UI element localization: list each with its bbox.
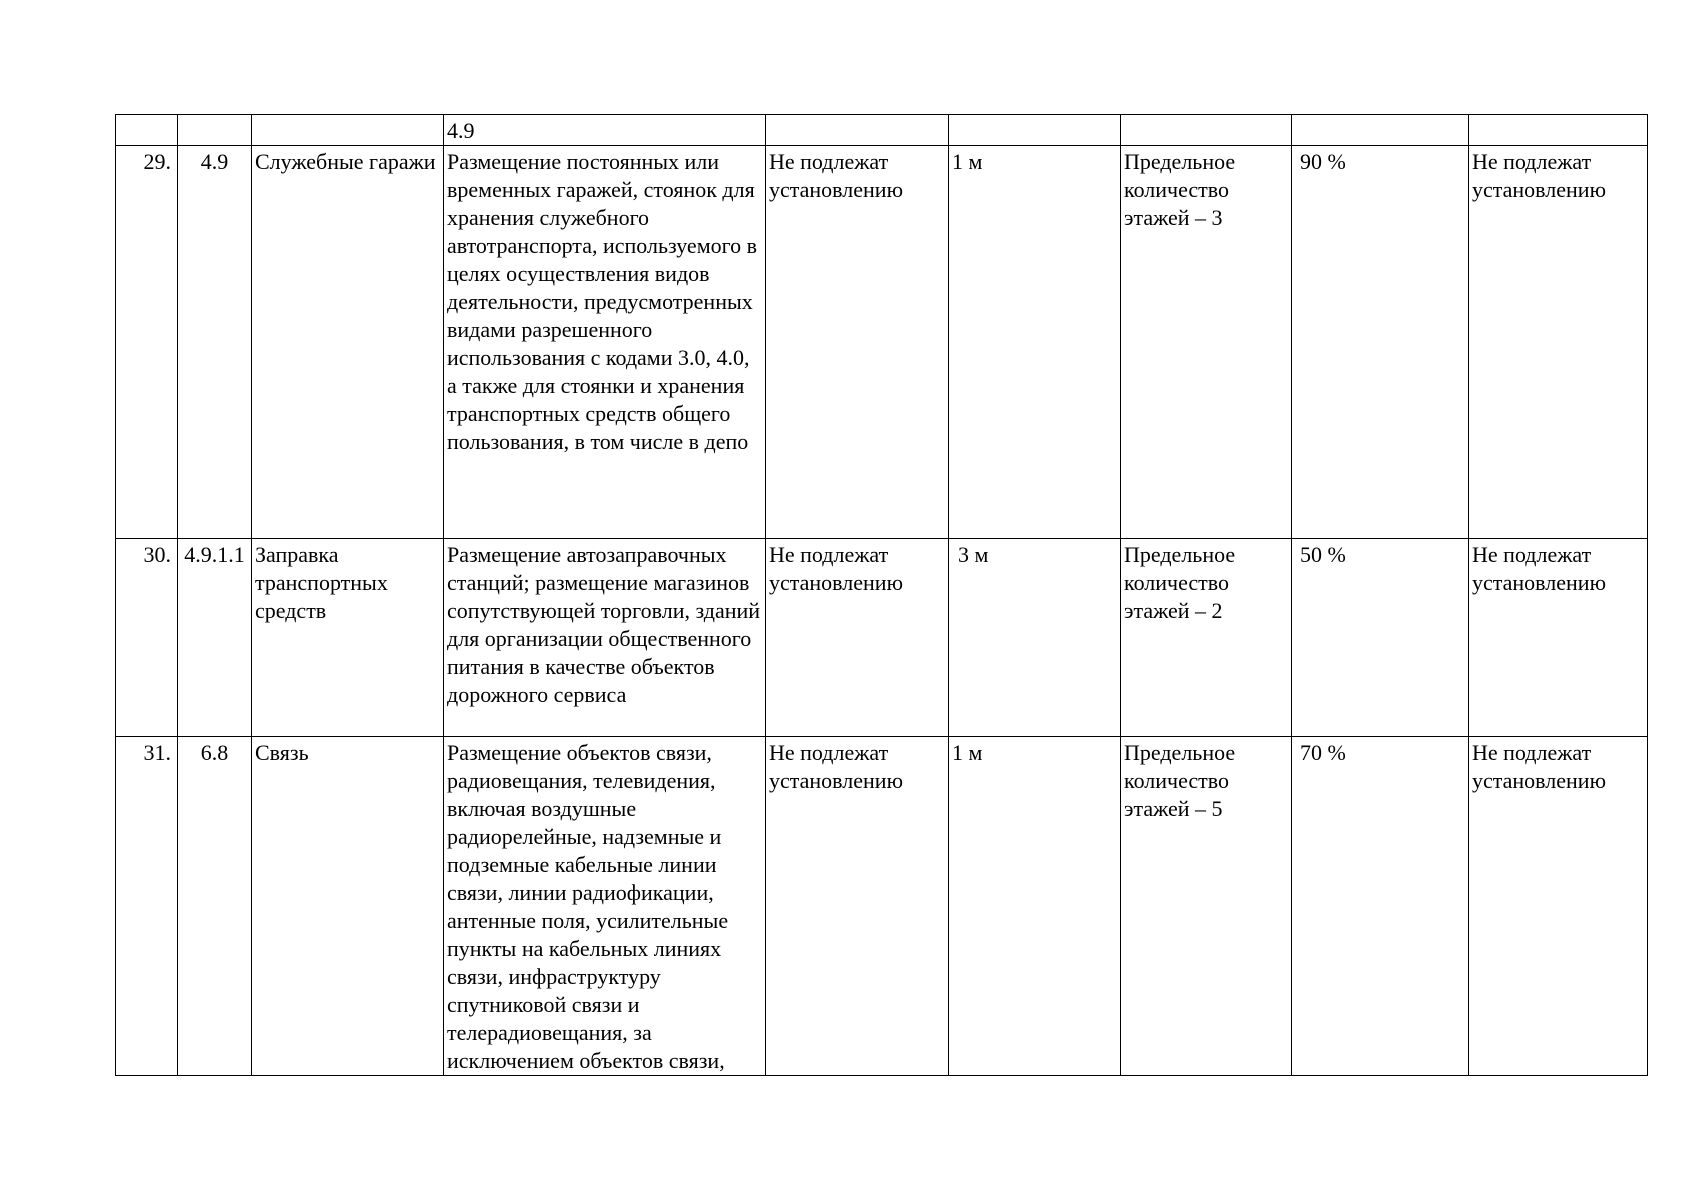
table-row — [116, 539, 1648, 737]
description-cell: Размещение автозаправочных станций; размещение магазинов сопутствующей торговли, зданий для организации общественного питания в качестве объектов дорожного сервиса — [444, 539, 766, 737]
name-cell: Связь — [252, 737, 444, 1076]
min-area-cell: Не подлежат установлению — [766, 146, 949, 539]
land-use-table — [115, 114, 1648, 1076]
coverage-cell: 70 % — [1292, 737, 1469, 1076]
setback-cell: 1 м — [949, 146, 1121, 539]
other-params-cell: Не подлежат установлению — [1469, 539, 1648, 737]
setback-cell: 3 м — [949, 539, 1121, 737]
name-cell: Заправка транспортных средств — [252, 539, 444, 737]
other-params-cell — [1469, 115, 1648, 146]
setback-cell — [949, 115, 1121, 146]
other-params-cell: Не подлежат установлению — [1469, 146, 1648, 539]
table-row — [116, 115, 1648, 146]
row-number-cell: 30. — [116, 539, 178, 737]
setback-cell: 1 м — [949, 737, 1121, 1076]
coverage-cell — [1292, 115, 1469, 146]
table-row — [116, 737, 1648, 1076]
row-number-cell: 29. — [116, 146, 178, 539]
coverage-cell: 50 % — [1292, 539, 1469, 737]
min-area-cell: Не подлежат установлению — [766, 737, 949, 1076]
code-cell: 4.9.1.1 — [178, 539, 252, 737]
min-area-cell — [766, 115, 949, 146]
floors-cell: Предельное количество этажей – 2 — [1121, 539, 1292, 737]
coverage-cell: 90 % — [1292, 146, 1469, 539]
other-params-cell: Не подлежат установлению — [1469, 737, 1648, 1076]
floors-cell: Предельное количество этажей – 3 — [1121, 146, 1292, 539]
floors-cell: Предельное количество этажей – 5 — [1121, 737, 1292, 1076]
code-cell — [178, 115, 252, 146]
code-cell: 6.8 — [178, 737, 252, 1076]
row-number-cell — [116, 115, 178, 146]
description-cell: Размещение объектов связи, радиовещания, телевидения, включая воздушные радиорелейные, надземные и подземные кабельные линии связи, линии радиофикации, антенные поля, усилительные пункты на кабельных линиях связи, инфраструктуру спутниковой связи и телерадиовещания, за исключением объектов связи, — [444, 737, 766, 1076]
floors-cell — [1121, 115, 1292, 146]
row-number-cell: 31. — [116, 737, 178, 1076]
name-cell: Служебные гаражи — [252, 146, 444, 539]
table-row — [116, 146, 1648, 539]
min-area-cell: Не подлежат установлению — [766, 539, 949, 737]
description-cell: 4.9 — [444, 115, 766, 146]
name-cell — [252, 115, 444, 146]
code-cell: 4.9 — [178, 146, 252, 539]
description-cell: Размещение постоянных или временных гаражей, стоянок для хранения служебного автотранспорта, используемого в целях осуществления видов деятельности, предусмотренных видами разрешенного использования с кодами 3.0, 4.0, а также для стоянки и хранения транспортных средств общего пользования, в том числе в депо — [444, 146, 766, 539]
